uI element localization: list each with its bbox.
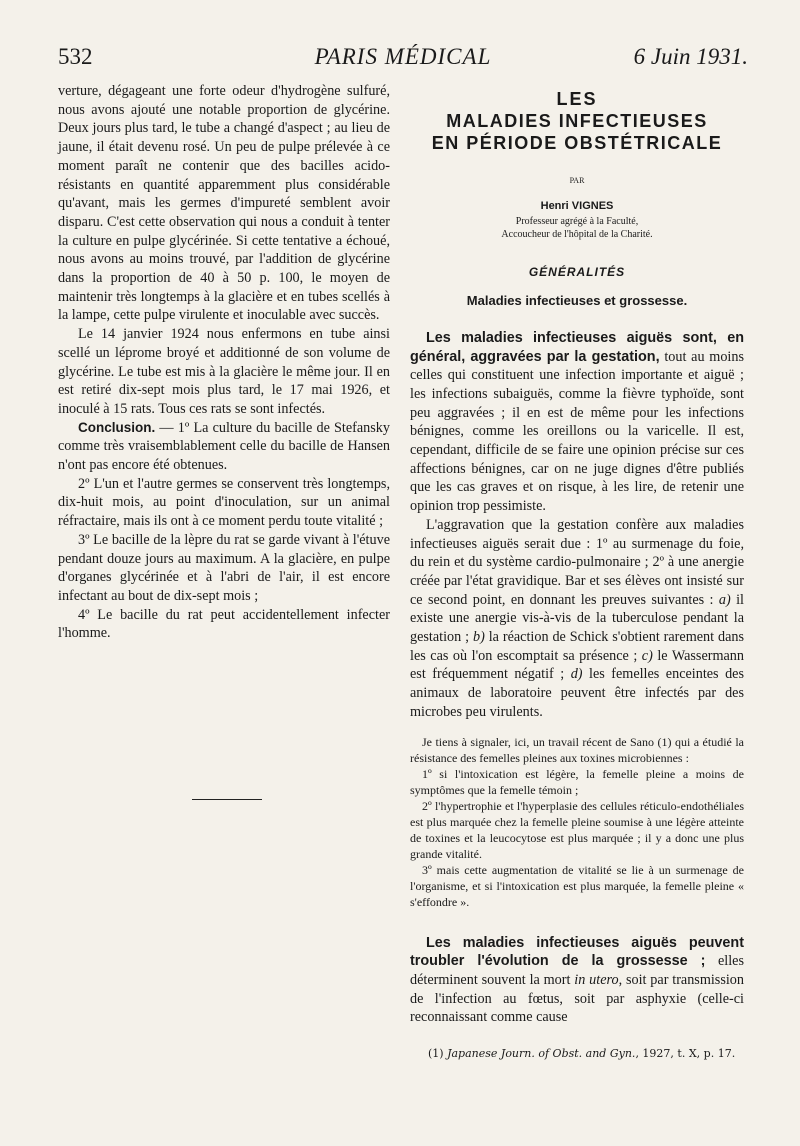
small-print-block bbox=[410, 734, 744, 910]
list-marker: b) bbox=[472, 629, 485, 646]
small-paragraph: 1º si l'intoxication est légère, la femelle pleine a moins de symptômes que la femelle témoin ; bbox=[410, 766, 744, 797]
issue-date: 6 Juin 1931. bbox=[633, 44, 748, 69]
footnote-journal: Japanese Journ. of Obst. and Gyn. bbox=[443, 1047, 636, 1060]
list-marker: c) bbox=[641, 647, 653, 664]
paragraph-text: tout au moins celles qui constituent une infection importante et aiguë ; les infections subaiguës, comme la fièvre typhoïde, sont peu aggravées ; il en est de même pour les infections bénignes, comme les oreillons ou la varicelle. Il est, cependant, difficile de se faire une opinion précise sur ces affections bénignes, car on ne juge dignes d'être publiés que les cas graves et on risque, à les lire, de retenir une opinion trop pessimiste. bbox=[410, 348, 744, 515]
paragraph-text: il existe une anergie vis-à-vis de la tuberculose pendant la gestation ; bbox=[410, 591, 744, 646]
conclusion-label: Conclusion. bbox=[78, 419, 156, 435]
author-affiliation: Accoucheur de l'hôpital de la Charité. bbox=[501, 229, 653, 241]
end-rule bbox=[192, 799, 262, 800]
paragraph: verture, dégageant une forte odeur d'hydrogène sulfuré, nous avons ajouté une notable proportion de glycérine. Deux jours plus tard, le tube a changé d'aspect ; au lieu de jaune, il était devenu rosé. Un peu de pulpe prélevée à ce moment paraît ne contenir que des bacilles acido-résistants en quantité apparemment plus considérable qu'avant, mais les germes d'impureté semblent avoir disparu. C'est cette observation qui nous a conduit à tenter la culture en pulpe glycérinée. Si cette tentative a échoué, nous avons au moins trouvé, par l'addition de glycérine dans la proportion de 40 à 50 p. 100, le moyen de maintenir très longtemps à la glacière et en tubes scellés à la lampe, cette pulpe virulente et inoculable avec succès. bbox=[58, 83, 390, 324]
page-number: 532 bbox=[58, 44, 93, 69]
paragraph bbox=[410, 934, 744, 1028]
right-column bbox=[410, 82, 744, 1027]
paragraph-text: les femelles enceintes des animaux de laboratoire peuvent être infectés par des microbes peu virulents. bbox=[410, 666, 744, 720]
section-heading: GÉNÉRALITÉS bbox=[528, 265, 626, 280]
small-paragraph: 2º l'hypertrophie et l'hyperplasie des cellules réticulo-endothéliales est plus marquée chez la femelle pleine soumise à une légère atteinte de toxines et la leucocytose est plus marquée ; il y a donc une plus grande vitalité. bbox=[410, 798, 744, 861]
paragraph-text: elles déterminent souvent la mort bbox=[410, 953, 745, 988]
paragraph bbox=[410, 329, 744, 516]
paragraph-text: L'aggravation que la gestation confère aux maladies infectieuses aiguës serait due : 1º au surmenage du foie, du rein et du système cardio-pulmonaire ; 2º à une anergie créée par l'état gravidique. Bar et ses élèves ont insisté sur ce second point, en donnant les preuves suivantes : bbox=[410, 516, 744, 608]
paragraph: 3º Le bacille de la lèpre du rat se garde vivant à l'étuve pendant douze jours au maximum. A la glacière, en pulpe d'organes glycérinée et à l'abri de l'air, il est encore infectant au bout de dix-sept mois ; bbox=[58, 531, 390, 604]
conclusion-text: — 1º La culture du bacille de Stefansky comme très vraisemblablement celle du bacille de Hansen n'ont pas encore été obtenues. bbox=[58, 419, 390, 474]
paragraph-text: le Wassermann est fréquemment négatif ; bbox=[410, 647, 744, 683]
paragraph bbox=[410, 516, 744, 722]
paragraph-text: la réaction de Schick s'obtient rarement dans les cas où l'on escomptait sa présence ; bbox=[410, 629, 744, 664]
lead-sentence: Les maladies infectieuses aiguës peuvent troubler l'évolution de la grossesse ; bbox=[410, 934, 744, 970]
paragraph: 2º L'un et l'autre germes se conservent très longtemps, dix-huit mois, au point d'inoculation, sur un animal réfractaire, mais ils ont à ce moment perdu toute vitalité ; bbox=[58, 475, 390, 530]
list-marker: d) bbox=[570, 666, 583, 683]
title-line: MALADIES INFECTIEUSES bbox=[446, 111, 708, 131]
lead-sentence: Les maladies infectieuses aiguës sont, en général, aggravées par la gestation, bbox=[410, 329, 744, 365]
title-line: LES bbox=[556, 89, 598, 109]
author-name: Henri VIGNES bbox=[540, 199, 614, 212]
left-column bbox=[58, 82, 390, 643]
small-paragraph: 3º mais cette augmentation de vitalité se lie à un surmenage de l'organisme, et si l'intoxication est plus marquée, la femelle pleine « s'effondre ». bbox=[410, 862, 744, 909]
paragraph: Le 14 janvier 1924 nous enfermons en tube ainsi scellé un léprome broyé et additionné de son volume de glycérine. Le tube est mis à la glacière le même jour. Il en est retiré dix-sept mois plus tard, le 17 mai 1926, et inoculé à 15 rats. Tous ces rats se sont infectés. bbox=[58, 326, 390, 417]
list-marker: a) bbox=[718, 591, 731, 608]
by-label: PAR bbox=[569, 176, 585, 185]
article-title bbox=[410, 88, 744, 154]
small-paragraph: Je tiens à signaler, ici, un travail récent de Sano (1) qui a étudié la résistance des femelles pleines aux toxines microbiennes : bbox=[410, 734, 744, 765]
author-affiliation: Professeur agrégé à la Faculté, bbox=[515, 216, 639, 228]
title-line: EN PÉRIODE OBSTÉTRICALE bbox=[431, 133, 723, 153]
footnote-number: (1) bbox=[428, 1047, 444, 1060]
paragraph: 4º Le bacille du rat peut accidentellement infecter l'homme. bbox=[58, 606, 390, 642]
footnote bbox=[428, 1047, 748, 1060]
italic-term: in utero bbox=[574, 971, 619, 988]
running-header bbox=[58, 44, 748, 74]
subsection-heading: Maladies infectieuses et grossesse. bbox=[466, 293, 688, 309]
paragraph-text: , soit par transmission de l'infection au fœtus, soit par asphyxie (celle-ci reconnaissant comme cause bbox=[410, 971, 744, 1026]
conclusion-paragraph bbox=[58, 419, 390, 475]
journal-title: PARIS MÉDICAL bbox=[314, 44, 492, 69]
footnote-citation: , 1927, t. X, p. 17. bbox=[635, 1047, 736, 1060]
